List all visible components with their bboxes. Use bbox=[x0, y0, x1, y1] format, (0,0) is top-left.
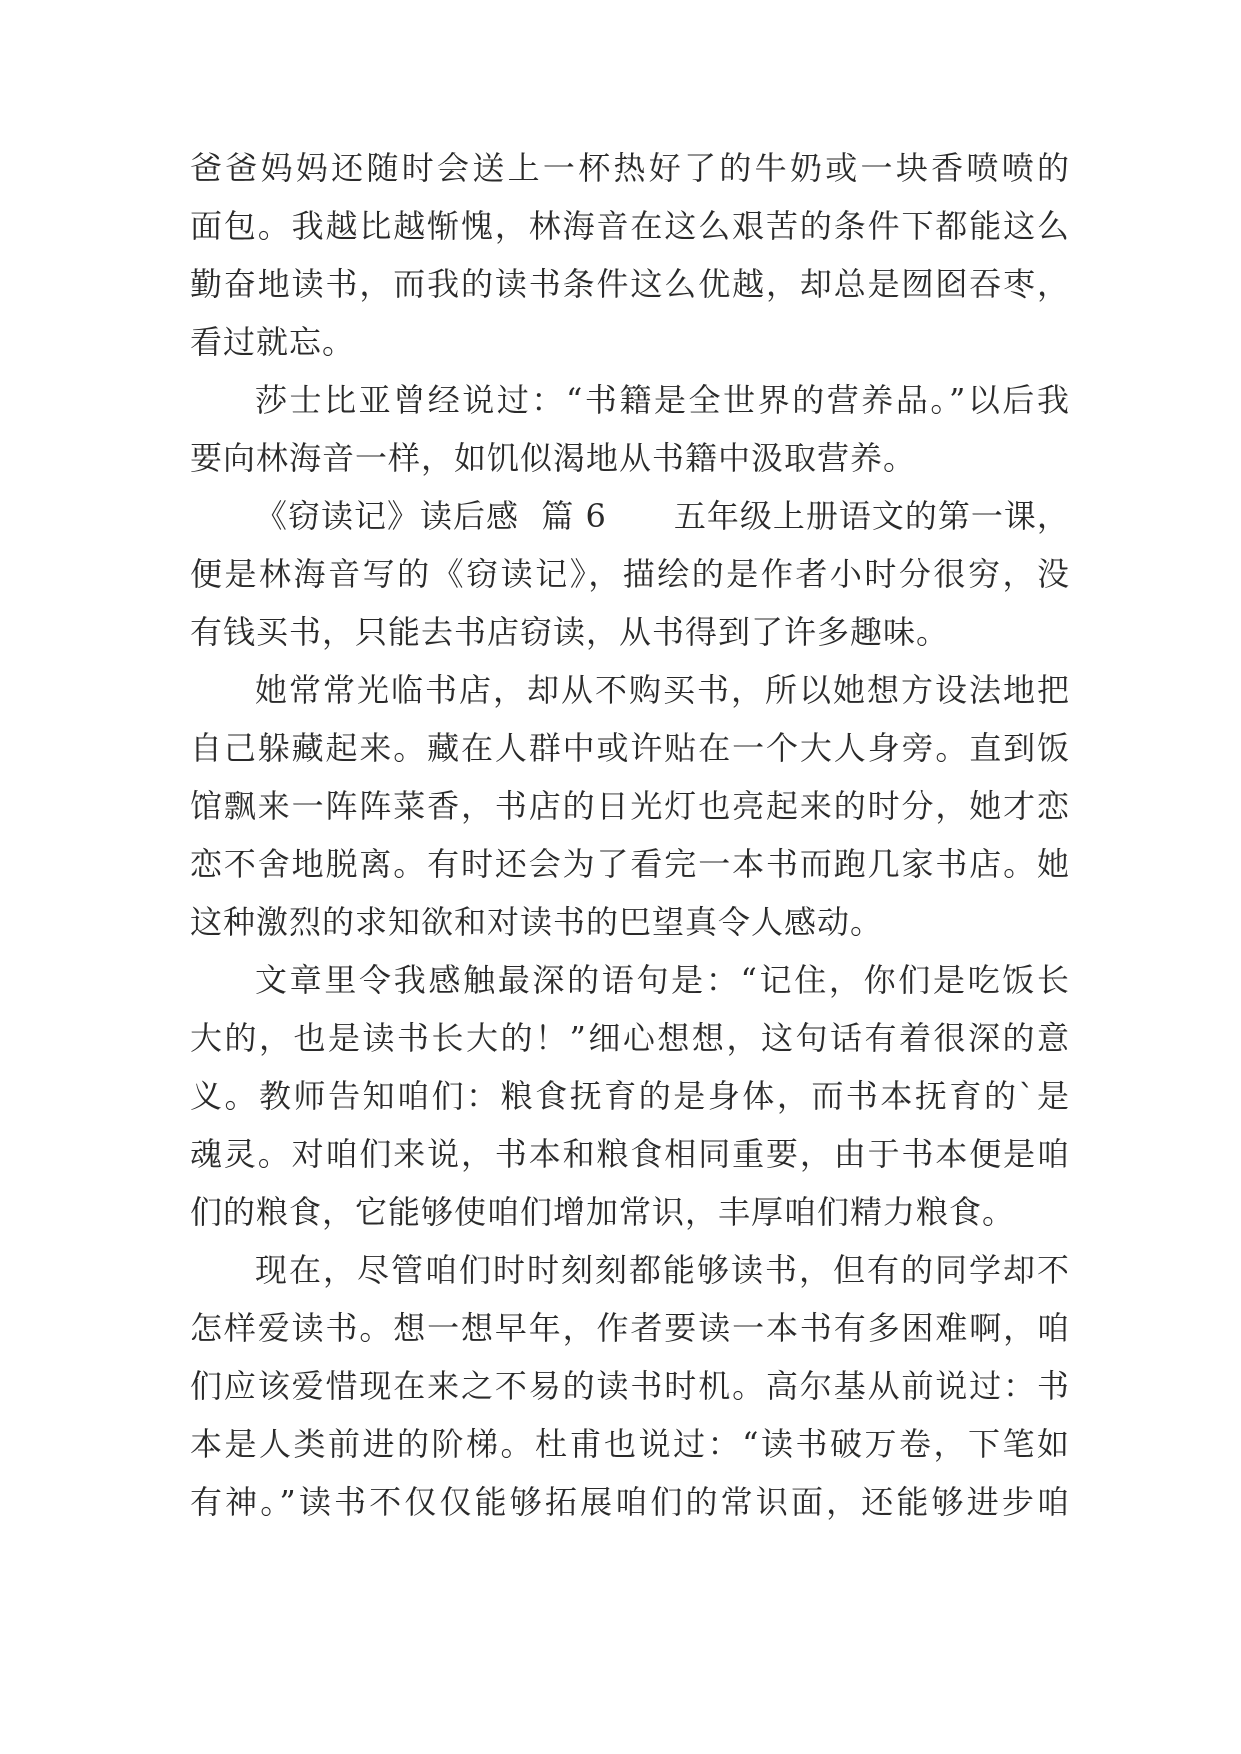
text-line-19: 们的粮食，它能够使咱们增加常识，丰厚咱们精力粮食。 bbox=[190, 1193, 1016, 1231]
text-line-22: 们应该爱惜现在来之不易的读书时机。高尔基从前说过：书 bbox=[190, 1367, 1070, 1405]
text-line-4: 看过就忘。 bbox=[190, 323, 356, 361]
text-line-20: 现在，尽管咱们时时刻刻都能够读书，但有的同学却不 bbox=[255, 1251, 1070, 1289]
text-line-17: 义。教师告知咱们：粮食抚育的是身体，而书本抚育的`是 bbox=[190, 1077, 1070, 1115]
text-line-11: 自己躲藏起来。藏在人群中或许贴在一个大人身旁。直到饭 bbox=[190, 729, 1070, 767]
text-line-15: 文章里令我感触最深的语句是：“记住，你们是吃饭长 bbox=[255, 961, 1070, 999]
text-line-1: 爸爸妈妈还随时会送上一杯热好了的牛奶或一块香喷喷的 bbox=[190, 149, 1070, 187]
text-line-3: 勤奋地读书，而我的读书条件这么优越，却总是囫囵吞枣， bbox=[190, 265, 1070, 303]
text-line-24: 有神。”读书不仅仅能够拓展咱们的常识面，还能够进步咱 bbox=[190, 1483, 1070, 1521]
text-line-10: 她常常光临书店，却从不购买书，所以她想方设法地把 bbox=[255, 671, 1070, 709]
text-line-12: 馆飘来一阵阵菜香，书店的日光灯也亮起来的时分，她才恋 bbox=[190, 787, 1070, 825]
text-line-9: 有钱买书，只能去书店窃读，从书得到了许多趣味。 bbox=[190, 613, 950, 651]
text-line-14: 这种激烈的求知欲和对读书的巴望真令人感动。 bbox=[190, 903, 884, 941]
text-line-16: 大的，也是读书长大的！”细心想想，这句话有着很深的意 bbox=[190, 1019, 1070, 1057]
text-line-5: 莎士比亚曾经说过：“书籍是全世界的营养品。”以后我 bbox=[255, 381, 1070, 419]
section-heading-line: 《窃读记》读后感 篇 6 五年级上册语文的第一课， bbox=[255, 497, 1070, 535]
text-line-2: 面包。我越比越惭愧，林海音在这么艰苦的条件下都能这么 bbox=[190, 207, 1070, 245]
text-line-21: 怎样爱读书。想一想早年，作者要读一本书有多困难啊，咱 bbox=[190, 1309, 1070, 1347]
text-line-6: 要向林海音一样，如饥似渴地从书籍中汲取营养。 bbox=[190, 439, 917, 477]
text-line-8: 便是林海音写的《窃读记》，描绘的是作者小时分很穷，没 bbox=[190, 555, 1070, 593]
text-line-23: 本是人类前进的阶梯。杜甫也说过：“读书破万卷，下笔如 bbox=[190, 1425, 1070, 1463]
text-line-13: 恋不舍地脱离。有时还会为了看完一本书而跑几家书店。她 bbox=[190, 845, 1070, 883]
text-line-18: 魂灵。对咱们来说，书本和粮食相同重要，由于书本便是咱 bbox=[190, 1135, 1070, 1173]
